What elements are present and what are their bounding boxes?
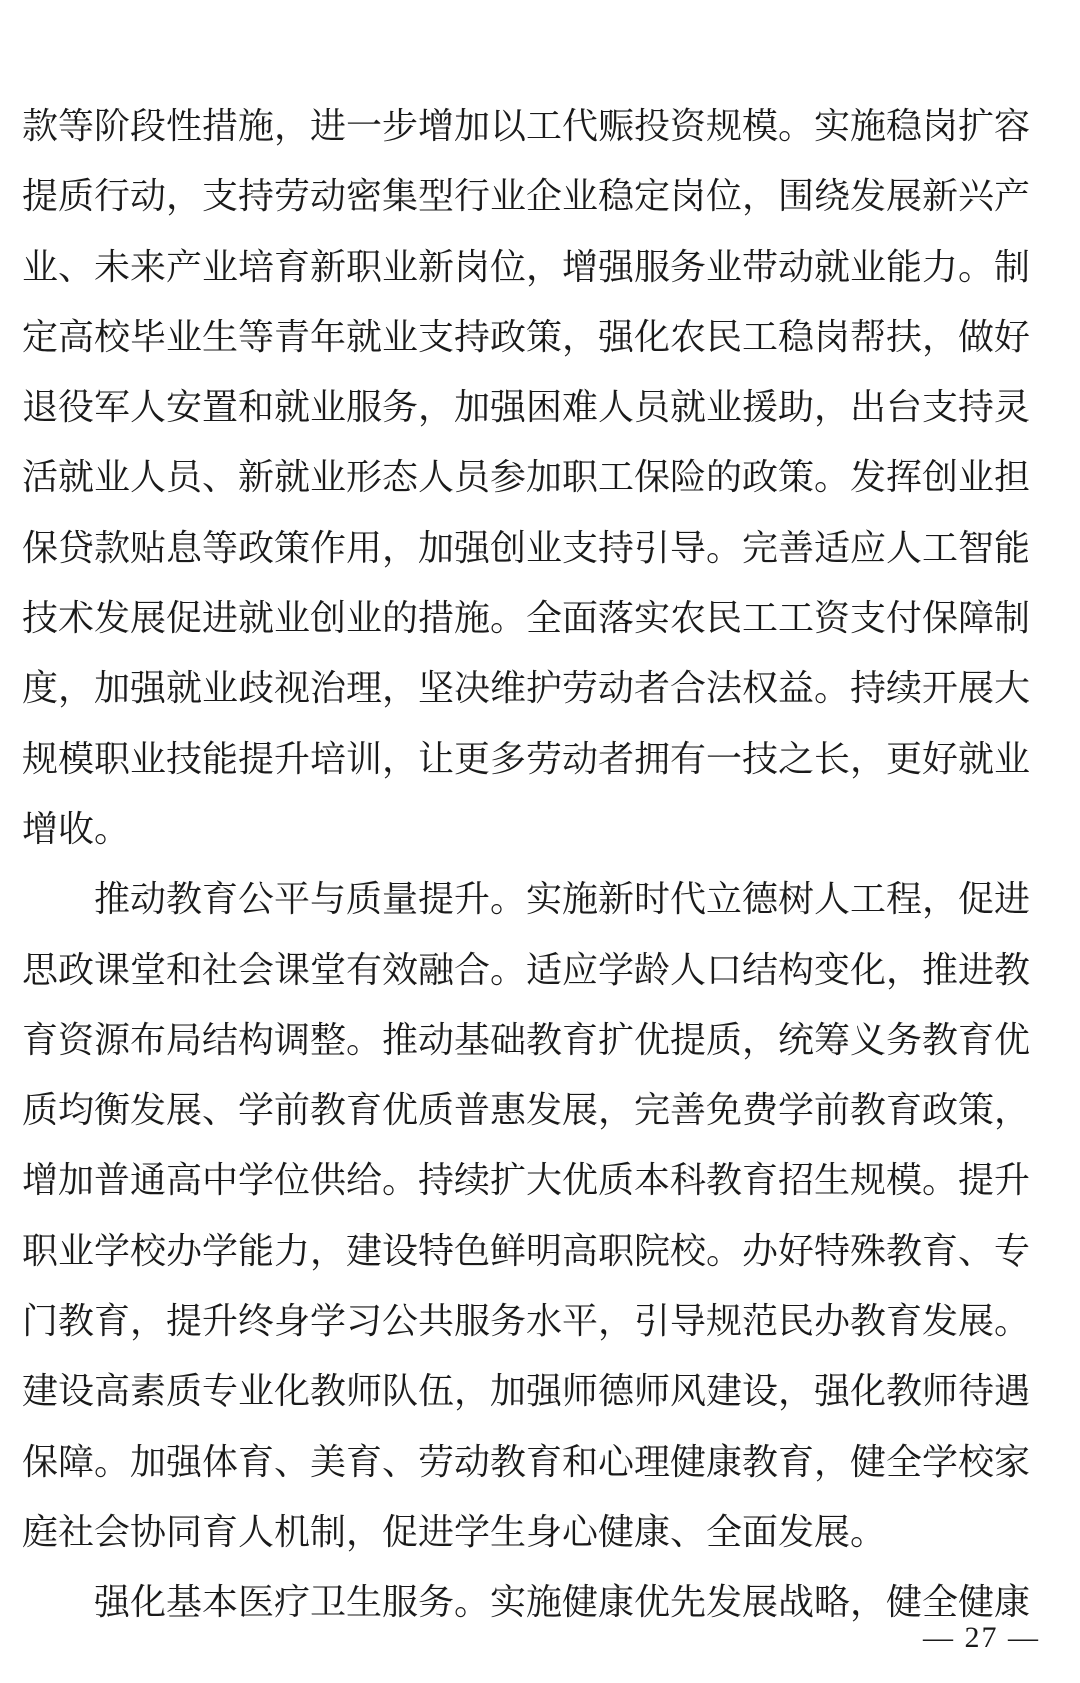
text-line: 门教育，提升终身学习公共服务水平，引导规范民办教育发展。 [22,1301,1031,1343]
text-line: 活就业人员、新就业形态人员参加职工保险的政策。发挥创业担 [22,457,1031,499]
text-line: 庭社会协同育人机制，促进学生身心健康、全面发展。 [22,1511,887,1553]
text-line: 增加普通高中学位供给。持续扩大优质本科教育招生规模。提升 [22,1160,1031,1202]
text-line: 款等阶段性措施，进一步增加以工代赈投资规模。实施稳岗扩容 [22,106,1031,147]
body-text [22,92,1062,1639]
text-line: 退役军人安置和就业服务，加强困难人员就业援助，出台支持灵 [22,387,1031,429]
page-number: — 27 — [923,1621,1040,1654]
text-line: 定高校毕业生等青年就业支持政策，强化农民工稳岗帮扶，做好 [22,316,1031,358]
text-line: 增收。 [22,808,131,850]
text-line: 质均衡发展、学前教育优质普惠发展，完善免费学前教育政策， [22,1090,1031,1132]
text-line: 强化基本医疗卫生服务。实施健康优先发展战略，健全健康 [22,1582,1031,1624]
text-line: 技术发展促进就业创业的措施。全面落实农民工工资支付保障制 [22,598,1031,640]
text-line: 建设高素质专业化教师队伍，加强师德师风建设，强化教师待遇 [22,1371,1031,1413]
text-line: 业、未来产业培育新职业新岗位，增强服务业带动就业能力。制 [22,246,1031,288]
text-line: 提质行动，支持劳动密集型行业企业稳定岗位，围绕发展新兴产 [22,176,1031,218]
text-line: 度，加强就业歧视治理，坚决维护劳动者合法权益。持续开展大 [22,668,1031,710]
text-line: 规模职业技能提升培训，让更多劳动者拥有一技之长，更好就业 [22,738,1031,780]
text-line: 职业学校办学能力，建设特色鲜明高职院校。办好特殊教育、专 [22,1230,1031,1272]
text-line: 推动教育公平与质量提升。实施新时代立德树人工程，促进 [22,879,1031,921]
text-line: 保贷款贴息等政策作用，加强创业支持引导。完善适应人工智能 [22,527,1031,569]
text-line: 思政课堂和社会课堂有效融合。适应学龄人口结构变化，推进教 [22,949,1031,991]
text-line: 保障。加强体育、美育、劳动教育和心理健康教育，健全学校家 [22,1441,1031,1483]
text-line: 育资源布局结构调整。推动基础教育扩优提质，统筹义务教育优 [22,1019,1031,1061]
